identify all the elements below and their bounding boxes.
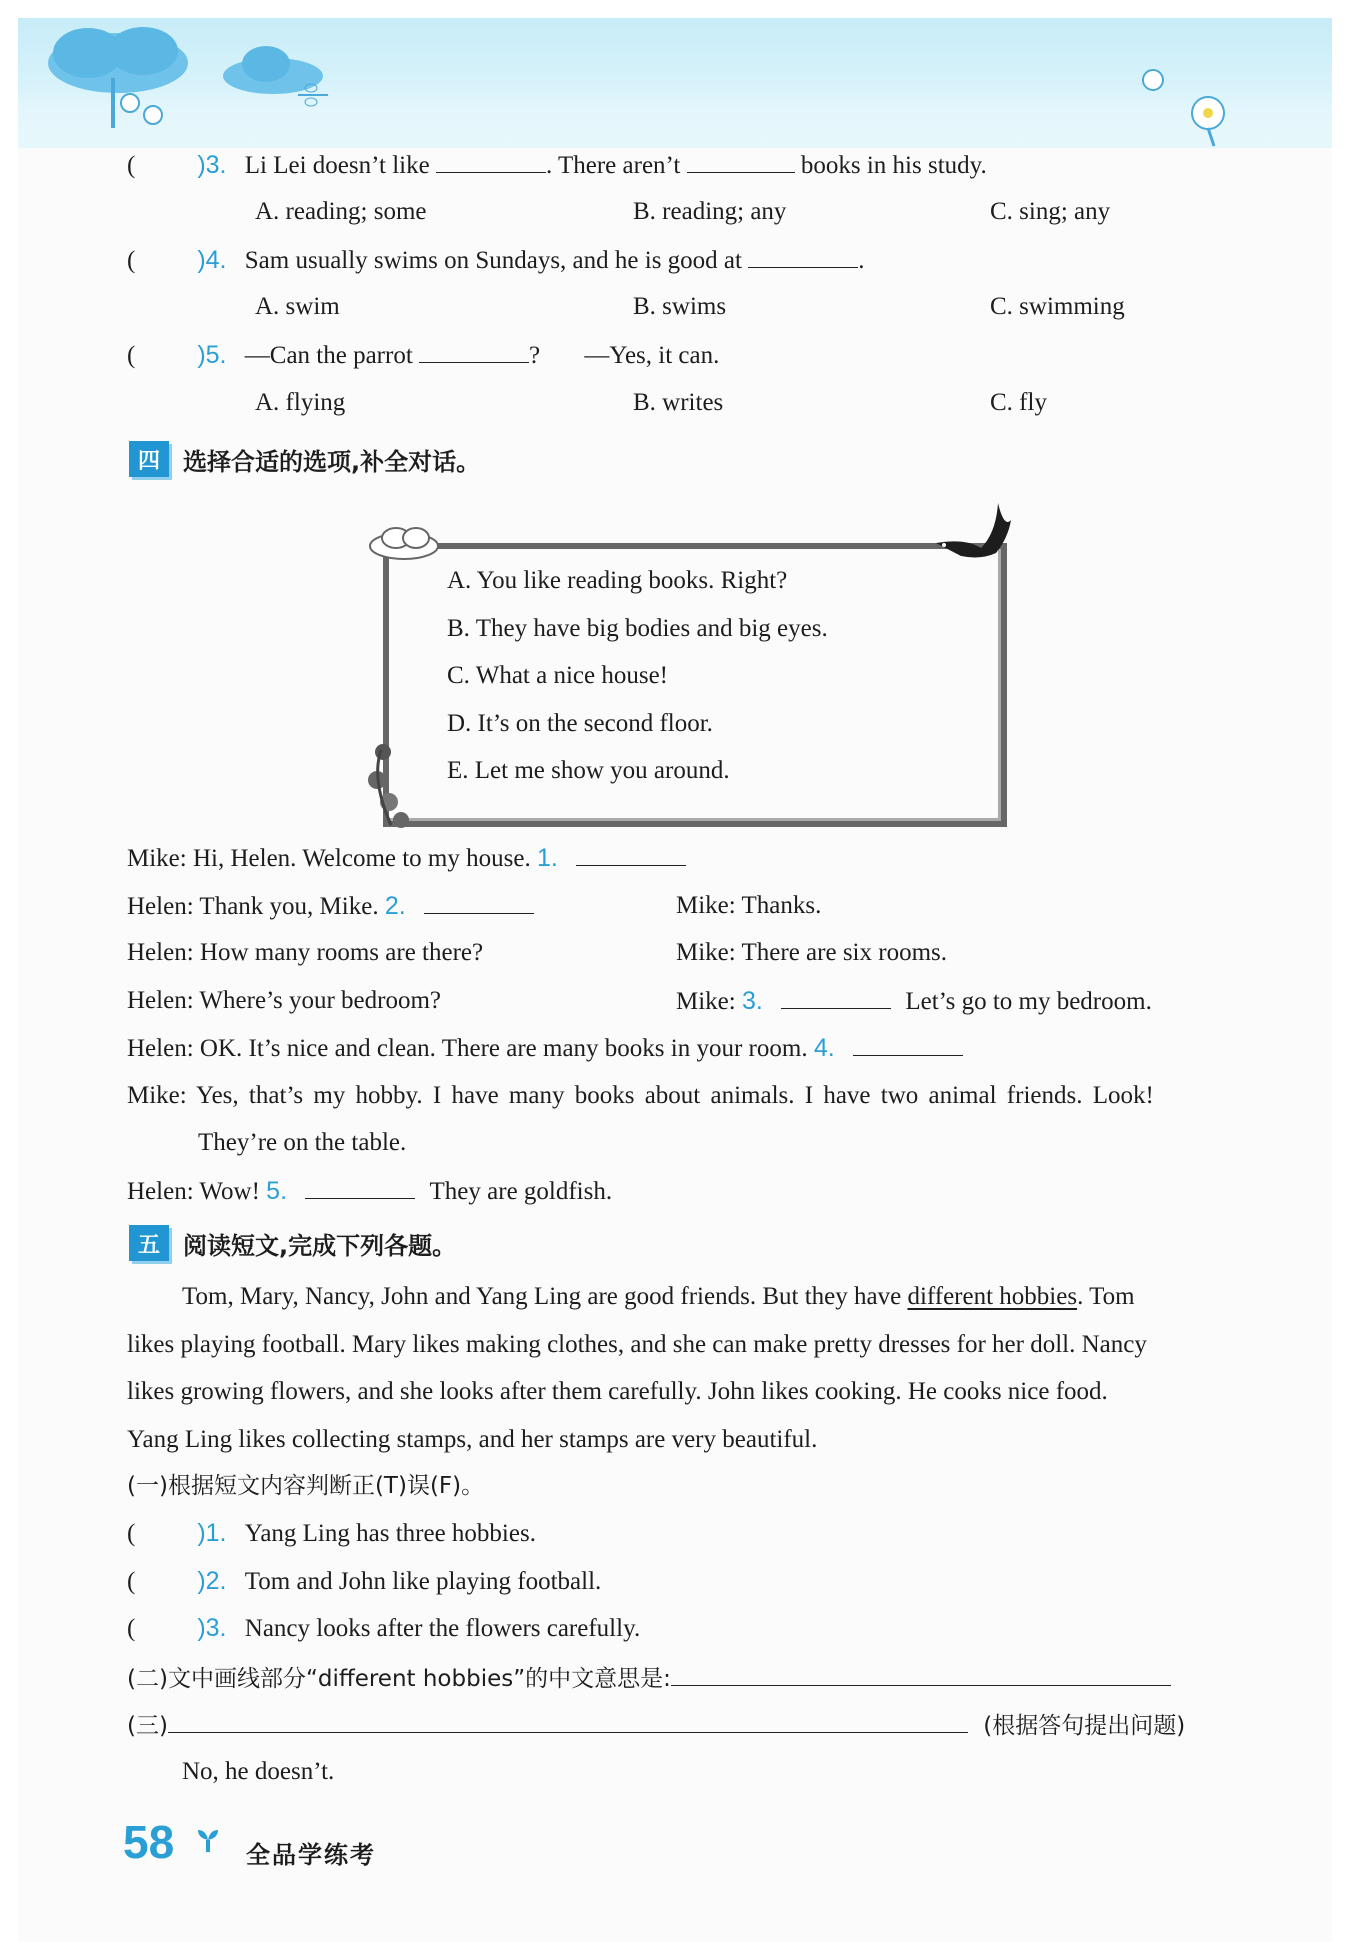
subsection-3 — [127, 1708, 1185, 1741]
section-badge: 五 — [129, 1225, 169, 1261]
subsection-2 — [127, 1661, 1171, 1694]
blank-number: 3. — [741, 987, 763, 1015]
dialog-line-3: Helen: How many rooms are there? — [127, 939, 484, 966]
dialog-text: Let’s go to my bedroom. — [905, 988, 1152, 1015]
answer-paren: ( — [127, 152, 136, 179]
subsection-2-title: (二)文中画线部分“different hobbies”的中文意思是: — [127, 1666, 671, 1692]
question-text: —Can the parrot — [244, 342, 413, 369]
header-banner — [18, 18, 1332, 148]
section-badge: 四 — [129, 441, 169, 477]
dragonfly-icon — [293, 80, 333, 110]
option-E: E. Let me show you around. — [447, 757, 730, 784]
dialog-line-1 — [127, 843, 686, 874]
dialog-text: They are goldfish. — [429, 1178, 613, 1205]
answer-blank[interactable] — [853, 1033, 963, 1056]
tf-question-1 — [127, 1518, 536, 1549]
blank-number: 5. — [266, 1177, 288, 1205]
passage-text: Tom, Mary, Nancy, John and Yang Ling are good friends. But they have — [182, 1283, 902, 1310]
question-5 — [127, 340, 719, 371]
question-number: )5. — [197, 341, 227, 369]
given-answer: No, he doesn’t. — [182, 1758, 335, 1785]
passage-text: . Tom — [1077, 1283, 1135, 1310]
cloud-tree-icon — [38, 23, 198, 133]
blank-number: 1. — [536, 844, 558, 872]
question-number: )2. — [197, 1567, 227, 1595]
answer-blank[interactable] — [748, 245, 858, 268]
dialog-line-7: They’re on the table. — [198, 1129, 407, 1156]
question-3 — [127, 150, 987, 181]
question-number: )4. — [197, 246, 227, 274]
option-b[interactable]: B. writes — [633, 389, 724, 416]
dialog-line-8 — [127, 1176, 612, 1207]
question-text: ? — [529, 342, 541, 369]
option-c[interactable]: C. swimming — [990, 293, 1125, 320]
section-title: 选择合适的选项,补全对话。 — [183, 447, 481, 476]
sprout-icon — [196, 1828, 220, 1854]
answer-blank[interactable] — [305, 1176, 415, 1199]
section-title: 阅读短文,完成下列各题。 — [183, 1231, 457, 1260]
dialog-line-2b: Mike: Thanks. — [676, 892, 822, 919]
question-number: )3. — [197, 151, 227, 179]
option-a[interactable]: A. swim — [255, 293, 340, 320]
question-text: . There aren’t — [545, 152, 681, 179]
question-number: )1. — [197, 1519, 227, 1547]
dialog-line-2 — [127, 891, 534, 922]
option-b[interactable]: B. swims — [633, 293, 727, 320]
passage-line-2: likes playing football. Mary likes making clothes, and she can make pretty dresses for her doll. Nancy — [127, 1331, 1147, 1358]
question-text: Yang Ling has three hobbies. — [244, 1520, 536, 1547]
swallow-bird-icon — [926, 498, 1021, 578]
answer-paren: ( — [127, 247, 136, 274]
dialog-text: Helen: Wow! — [127, 1178, 260, 1205]
flower-vine-icon — [361, 740, 421, 830]
tf-question-3 — [127, 1613, 640, 1644]
option-C: C. What a nice house! — [447, 662, 668, 689]
dialog-line-6: Mike: Yes, that’s my hobby. I have many books about animals. I have two animal friends. Look! — [127, 1082, 1154, 1109]
section-4-header — [129, 441, 480, 477]
dialog-text: Helen: OK. It’s nice and clean. There are many books in your room. — [127, 1035, 808, 1062]
question-text: Tom and John like playing football. — [244, 1568, 602, 1595]
option-A: A. You like reading books. Right? — [447, 567, 788, 594]
dialog-text: Helen: Thank you, Mike. — [127, 893, 379, 920]
answer-paren[interactable]: ( — [127, 1520, 136, 1547]
underlined-phrase: different hobbies — [907, 1283, 1078, 1310]
option-c[interactable]: C. fly — [990, 389, 1047, 416]
question-text: —Yes, it can. — [584, 342, 720, 369]
subsection-3-hint: (根据答句提出问题) — [983, 1713, 1186, 1739]
passage-line-3: likes growing flowers, and she looks after them carefully. John likes cooking. He cooks nice food. — [127, 1378, 1108, 1405]
question-number: )3. — [197, 1614, 227, 1642]
option-b[interactable]: B. reading; any — [633, 198, 787, 225]
dialog-line-5 — [127, 1033, 963, 1064]
question-text: Nancy looks after the flowers carefully. — [244, 1615, 641, 1642]
answer-line[interactable] — [671, 1661, 1171, 1686]
question-text: Sam usually swims on Sundays, and he is good at — [244, 247, 742, 274]
cloud-icon — [364, 522, 444, 562]
answer-blank[interactable] — [687, 150, 795, 173]
question-4 — [127, 245, 864, 276]
option-a[interactable]: A. flying — [255, 389, 346, 416]
dialog-text: Mike: — [676, 988, 736, 1015]
option-D: D. It’s on the second floor. — [447, 710, 713, 737]
option-B: B. They have big bodies and big eyes. — [447, 615, 828, 642]
dialog-text: Mike: Hi, Helen. Welcome to my house. — [127, 845, 531, 872]
subsection-1-title: (一)根据短文内容判断正(T)误(F)。 — [127, 1473, 485, 1499]
answer-paren[interactable]: ( — [127, 1615, 136, 1642]
answer-paren[interactable]: ( — [127, 1568, 136, 1595]
dialog-line-4b — [676, 986, 1152, 1017]
question-text: . — [858, 247, 865, 274]
blank-number: 4. — [813, 1034, 835, 1062]
book-title: 全品学练考 — [246, 1841, 376, 1869]
answer-blank[interactable] — [424, 891, 534, 914]
flower-icon — [1128, 58, 1248, 148]
dialog-line-4: Helen: Where’s your bedroom? — [127, 987, 442, 1014]
dialog-line-3b: Mike: There are six rooms. — [676, 939, 947, 966]
answer-paren: ( — [127, 342, 136, 369]
page-number: 58 — [123, 1816, 175, 1868]
answer-blank[interactable] — [419, 340, 529, 363]
answer-blank[interactable] — [576, 843, 686, 866]
option-a[interactable]: A. reading; some — [255, 198, 427, 225]
blank-number: 2. — [384, 892, 406, 920]
section-5-header — [129, 1225, 456, 1261]
question-text: Li Lei doesn’t like — [244, 152, 430, 179]
subsection-3-title: (三) — [127, 1713, 168, 1739]
passage-line-4: Yang Ling likes collecting stamps, and her stamps are very beautiful. — [127, 1426, 818, 1453]
passage-line-1 — [182, 1282, 1135, 1312]
answer-blank[interactable] — [436, 150, 546, 173]
option-c[interactable]: C. sing; any — [990, 198, 1111, 225]
answer-blank[interactable] — [781, 986, 891, 1009]
tf-question-2 — [127, 1566, 601, 1597]
answer-line[interactable] — [168, 1708, 968, 1733]
question-text: books in his study. — [800, 152, 987, 179]
